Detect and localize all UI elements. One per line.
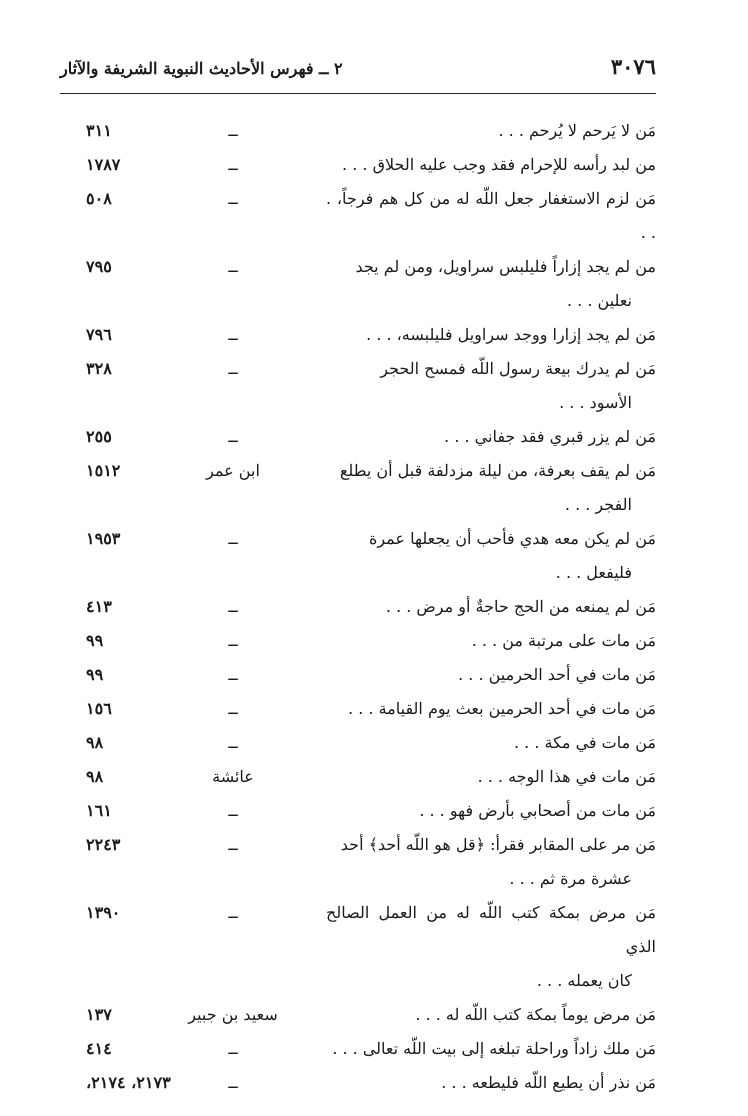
index-entry xyxy=(60,1066,656,1100)
index-entry xyxy=(60,182,656,250)
page-reference: ٧٩٦ xyxy=(86,325,112,344)
page-reference: ١٩٥٣ xyxy=(86,529,121,548)
hadith-text xyxy=(326,692,656,726)
hadith-text xyxy=(326,624,656,658)
narrator: عائشة xyxy=(212,767,254,786)
hadith-index-list xyxy=(60,114,656,1100)
narrator: ابن عمر xyxy=(206,461,260,480)
narrator: ــ xyxy=(228,801,238,820)
index-entry xyxy=(60,250,656,318)
index-entry xyxy=(60,896,656,998)
narrator: ــ xyxy=(228,597,238,616)
hadith-text-line: مَن لم يزر قبري فقد جفاني . . . xyxy=(444,427,656,446)
hadith-text-line: مَن لم يكن معه هدي فأحب أن يجعلها عمرة xyxy=(368,529,656,548)
narrator: ــ xyxy=(228,733,238,752)
hadith-text-line: مَن مات في هذا الوجه . . . xyxy=(477,767,656,786)
page-reference: ١٧٨٧ xyxy=(86,155,121,174)
hadith-text-line: مَن لا يَرحم لا يُرحم . . . xyxy=(498,121,656,140)
index-entry xyxy=(60,522,656,590)
hadith-text-line: مَن مر على المقابر فقرأ: ﴿قل هو اللّه أحد﴾ أحد xyxy=(340,835,656,854)
hadith-text-line: مَن لزم الاستغفار جعل اللّه له من كل هم فرجاً، . . . xyxy=(326,189,656,242)
hadith-text-line: مَن مات في أحد الحرمين . . . xyxy=(458,665,656,684)
index-entry xyxy=(60,420,656,454)
hadith-text-line: من لم يجد إزاراً فليلبس سراويل، ومن لم يجد xyxy=(355,257,656,276)
page-reference: ١٥١٢ xyxy=(86,461,121,480)
hadith-text xyxy=(326,148,656,182)
page-reference: ٩٩ xyxy=(86,631,104,650)
page-reference: ٩٩ xyxy=(86,665,104,684)
index-entry xyxy=(60,352,656,420)
running-title: ٢ ــ فهرس الأحاديث النبوية الشريفة والآثار xyxy=(60,59,343,78)
page-reference: ٢٥٥ xyxy=(86,427,112,446)
hadith-text-continuation: نعلين . . . xyxy=(567,291,632,310)
page-reference: ٣١١ xyxy=(86,121,112,140)
index-entry xyxy=(60,624,656,658)
narrator: ــ xyxy=(228,529,238,548)
hadith-text-line: مَن لم يجد إزارا ووجد سراويل فليلبسه، . . . xyxy=(366,325,656,344)
hadith-text-line: من لبد رأسه للإحرام فقد وجب عليه الحلاق . . . xyxy=(342,155,656,174)
header-rule xyxy=(60,93,656,94)
hadith-text xyxy=(326,794,656,828)
page-reference: ٧٩٥ xyxy=(86,257,112,276)
index-entry xyxy=(60,1032,656,1066)
hadith-text xyxy=(326,658,656,692)
hadith-text-line: مَن مرض يوماً بمكة كتب اللّه له . . . xyxy=(415,1005,656,1024)
hadith-text xyxy=(326,454,656,522)
hadith-text-continuation: كان يعمله . . . xyxy=(536,971,632,990)
hadith-text-line: مَن لم يقف بعرفة، من ليلة مزدلفة قبل أن يطلع xyxy=(339,461,656,480)
narrator: ــ xyxy=(228,325,238,344)
page-reference: ٤١٤ xyxy=(86,1039,112,1058)
hadith-text xyxy=(326,760,656,794)
narrator: ــ xyxy=(228,903,238,922)
hadith-text xyxy=(326,420,656,454)
hadith-text xyxy=(326,726,656,760)
narrator: ــ xyxy=(228,121,238,140)
hadith-text-continuation: عشرة مرة ثم . . . xyxy=(509,869,632,888)
page-reference: ٩٨ xyxy=(86,733,104,752)
index-entry xyxy=(60,454,656,522)
index-entry xyxy=(60,590,656,624)
hadith-text xyxy=(326,352,656,420)
narrator: ــ xyxy=(228,1073,238,1092)
page-reference: ٣٢٨ xyxy=(86,359,112,378)
index-entry xyxy=(60,726,656,760)
hadith-text xyxy=(326,590,656,624)
narrator: ــ xyxy=(228,257,238,276)
index-entry xyxy=(60,318,656,352)
index-entry xyxy=(60,692,656,726)
hadith-text xyxy=(326,1066,656,1100)
page-reference: ٥٠٨ xyxy=(86,189,112,208)
hadith-text-line: مَن مات من أصحابي بأرض فهو . . . xyxy=(419,801,656,820)
hadith-text xyxy=(326,1032,656,1066)
hadith-text-line: مَن مات في مكة . . . xyxy=(514,733,656,752)
hadith-text xyxy=(326,522,656,590)
index-entry xyxy=(60,998,656,1032)
hadith-text-line: مَن لم يمنعه من الحج حاجةٌ أو مرض . . . xyxy=(385,597,656,616)
page-number: ٣٠٧٦ xyxy=(610,54,656,79)
hadith-text-line: مَن ملك زاداً وراحلة تبلغه إلى بيت اللّه تعالى . . . xyxy=(332,1039,656,1058)
hadith-text xyxy=(326,114,656,148)
narrator: ــ xyxy=(228,1039,238,1058)
page-reference: ١٦١ xyxy=(86,801,112,820)
page-reference: ٩٨ xyxy=(86,767,104,786)
hadith-text-line: مَن مرض بمكة كتب اللّه له من العمل الصالح الذي xyxy=(326,903,656,956)
narrator: سعيد بن جبير xyxy=(188,1005,278,1024)
hadith-text-continuation: فليفعل . . . xyxy=(555,563,632,582)
hadith-text-continuation: الأسود . . . xyxy=(559,393,632,412)
page-reference: ١٣٧ xyxy=(86,1005,112,1024)
hadith-text-continuation: الفجر . . . xyxy=(564,495,632,514)
page-reference: ٢٢٤٣ xyxy=(86,835,121,854)
narrator: ــ xyxy=(228,359,238,378)
index-entry xyxy=(60,148,656,182)
hadith-text xyxy=(326,250,656,318)
hadith-text xyxy=(326,998,656,1032)
hadith-text xyxy=(326,182,656,250)
index-entry xyxy=(60,658,656,692)
narrator: ــ xyxy=(228,665,238,684)
hadith-text xyxy=(326,828,656,896)
narrator: ــ xyxy=(228,155,238,174)
hadith-text-line: مَن لم يدرك بيعة رسول اللّه فمسح الحجر xyxy=(380,359,656,378)
hadith-text-line: مَن مات في أحد الحرمين بعث يوم القيامة . . . xyxy=(348,699,656,718)
index-entry xyxy=(60,828,656,896)
index-entry xyxy=(60,760,656,794)
narrator: ــ xyxy=(228,189,238,208)
index-entry xyxy=(60,794,656,828)
narrator: ــ xyxy=(228,699,238,718)
hadith-text-line: مَن نذر أن يطيع اللّه فليطعه . . . xyxy=(441,1073,656,1092)
narrator: ــ xyxy=(228,631,238,650)
index-entry xyxy=(60,114,656,148)
page-reference: ٤١٣ xyxy=(86,597,112,616)
page-reference: ١٥٦ xyxy=(86,699,112,718)
hadith-text xyxy=(326,318,656,352)
narrator: ــ xyxy=(228,835,238,854)
page-header xyxy=(60,54,656,90)
hadith-text xyxy=(326,896,656,998)
page-reference: ٢١٧٣، ٢١٧٤، xyxy=(86,1073,171,1092)
page-reference: ١٣٩٠ xyxy=(86,903,121,922)
narrator: ــ xyxy=(228,427,238,446)
hadith-text-line: مَن مات على مرتبة من . . . xyxy=(471,631,656,650)
